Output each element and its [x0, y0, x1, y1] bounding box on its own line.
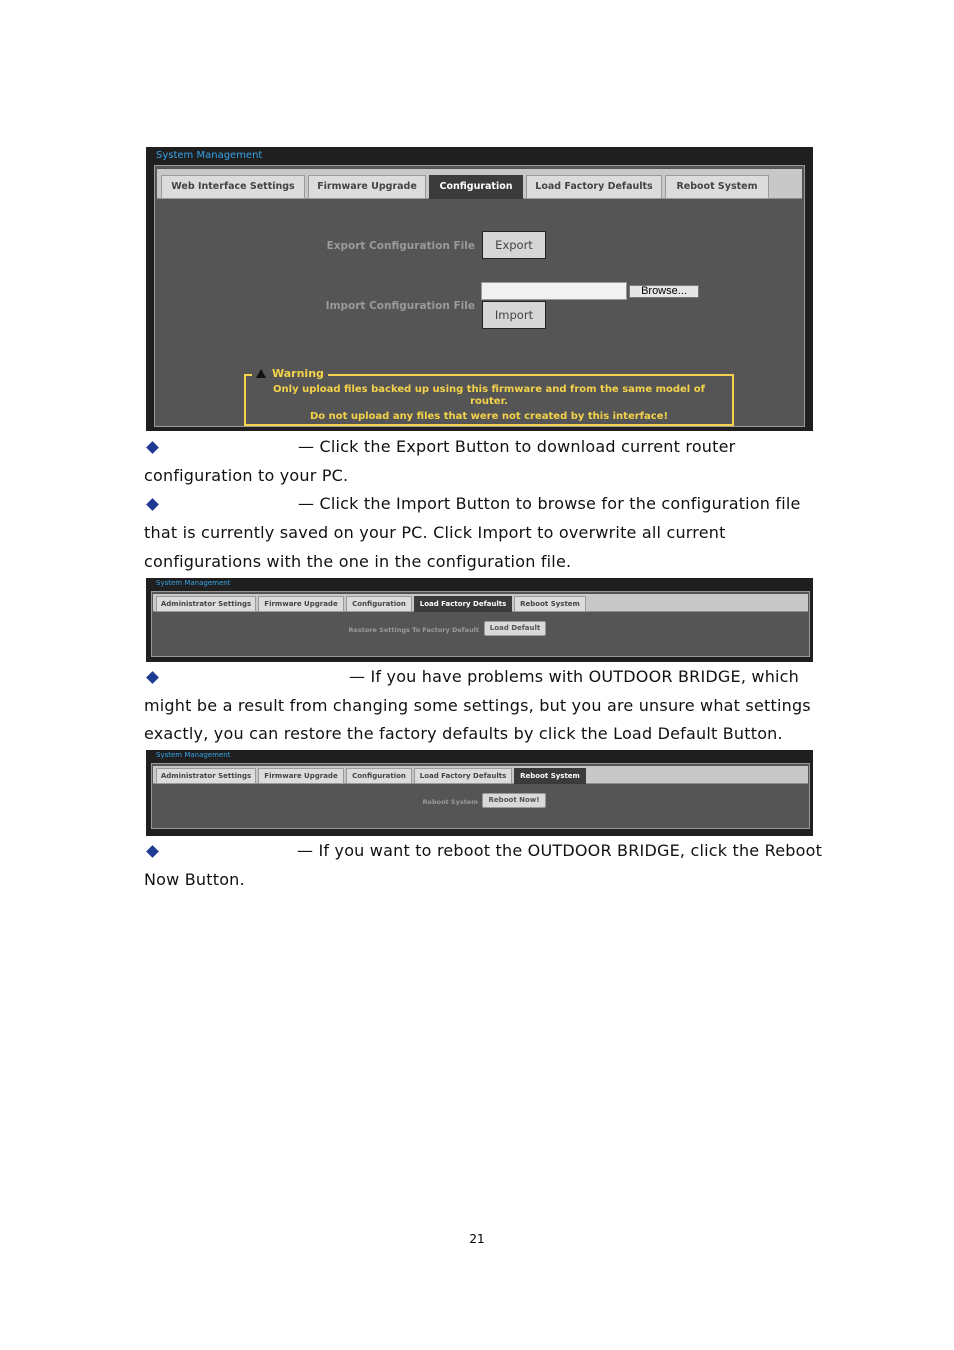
export-desc-line-1: — Click the Export Button to download current router [298, 437, 736, 456]
export-config-label: Export Configuration File [326, 240, 475, 252]
import-desc-line-2: that is currently saved on your PC. Click Import to overwrite all current [144, 523, 726, 542]
tab-web-interface-settings[interactable]: Web Interface Settings [161, 175, 305, 199]
import-button[interactable]: Import [482, 301, 546, 329]
tab-load-factory-defaults[interactable]: Load Factory Defaults [526, 175, 662, 199]
tab-firmware-upgrade[interactable]: Firmware Upgrade [258, 768, 344, 784]
bullet-diamond-icon [146, 671, 159, 684]
page-number: 21 [469, 1232, 485, 1246]
warning-box [244, 367, 734, 426]
load-default-button[interactable]: Load Default [484, 621, 546, 636]
tab-bar [153, 594, 808, 612]
import-description [144, 494, 814, 574]
import-config-label: Import Configuration File [325, 300, 475, 312]
tab-firmware-upgrade[interactable]: Firmware Upgrade [308, 175, 426, 199]
warning-line-3: Do not upload any files that were not created by this interface! [309, 411, 669, 422]
bullet-diamond-icon [146, 845, 159, 858]
reboot-system-label: Reboot System [422, 798, 478, 806]
reboot-description [144, 841, 823, 893]
settings-panel [151, 591, 810, 657]
warning-icon [256, 369, 266, 378]
tab-configuration[interactable]: Configuration [346, 768, 412, 784]
export-description [144, 437, 814, 489]
tab-bar [157, 169, 802, 199]
tab-bar [153, 766, 808, 784]
defaults-desc-line-1: — If you have problems with OUTDOOR BRIDGE, which [349, 667, 800, 686]
system-management-title: System Management [156, 579, 231, 587]
tab-configuration[interactable]: Configuration [429, 175, 523, 199]
import-desc-line-1: — Click the Import Button to browse for the configuration file [298, 494, 801, 513]
tab-administrator-settings[interactable]: Administrator Settings [156, 596, 256, 612]
bullet-diamond-icon [146, 498, 159, 511]
tab-reboot-system[interactable]: Reboot System [665, 175, 769, 199]
warning-line-1: Only upload files backed up using this firmware and from the same model of [273, 384, 705, 395]
warning-line-2: router. [470, 396, 508, 407]
reboot-desc-line-1: — If you want to reboot the OUTDOOR BRIDGE, click the Reboot [297, 841, 823, 860]
bullet-diamond-icon [146, 441, 159, 454]
defaults-desc-line-2: might be a result from changing some settings, but you are unsure what settings [144, 696, 811, 715]
system-management-title: System Management [156, 751, 231, 759]
reboot-now-button[interactable]: Reboot Now! [482, 793, 546, 808]
export-desc-line-2: configuration to your PC. [144, 466, 349, 485]
settings-panel [151, 763, 810, 829]
tab-configuration[interactable]: Configuration [346, 596, 412, 612]
warning-legend [252, 367, 328, 380]
tab-reboot-system[interactable]: Reboot System [514, 768, 586, 784]
load-defaults-screenshot [146, 578, 813, 662]
configuration-screenshot [146, 147, 813, 431]
tab-load-factory-defaults[interactable]: Load Factory Defaults [414, 596, 512, 612]
tab-reboot-system[interactable]: Reboot System [514, 596, 586, 612]
restore-defaults-label: Restore Settings To Factory Default [348, 626, 479, 634]
settings-panel [154, 165, 805, 427]
import-desc-line-3: configurations with the one in the configuration file. [144, 552, 572, 571]
reboot-screenshot [146, 750, 813, 836]
system-management-title: System Management [156, 150, 263, 161]
browse-button[interactable]: Browse... [629, 285, 699, 298]
tab-load-factory-defaults[interactable]: Load Factory Defaults [414, 768, 512, 784]
config-file-input[interactable] [481, 282, 627, 300]
tab-firmware-upgrade[interactable]: Firmware Upgrade [258, 596, 344, 612]
defaults-desc-line-3: exactly, you can restore the factory defaults by click the Load Default Button. [144, 724, 783, 743]
load-defaults-description [144, 667, 814, 747]
reboot-desc-line-2: Now Button. [144, 870, 245, 889]
export-button[interactable]: Export [482, 231, 546, 259]
warning-title: Warning [272, 367, 324, 380]
tab-administrator-settings[interactable]: Administrator Settings [156, 768, 256, 784]
